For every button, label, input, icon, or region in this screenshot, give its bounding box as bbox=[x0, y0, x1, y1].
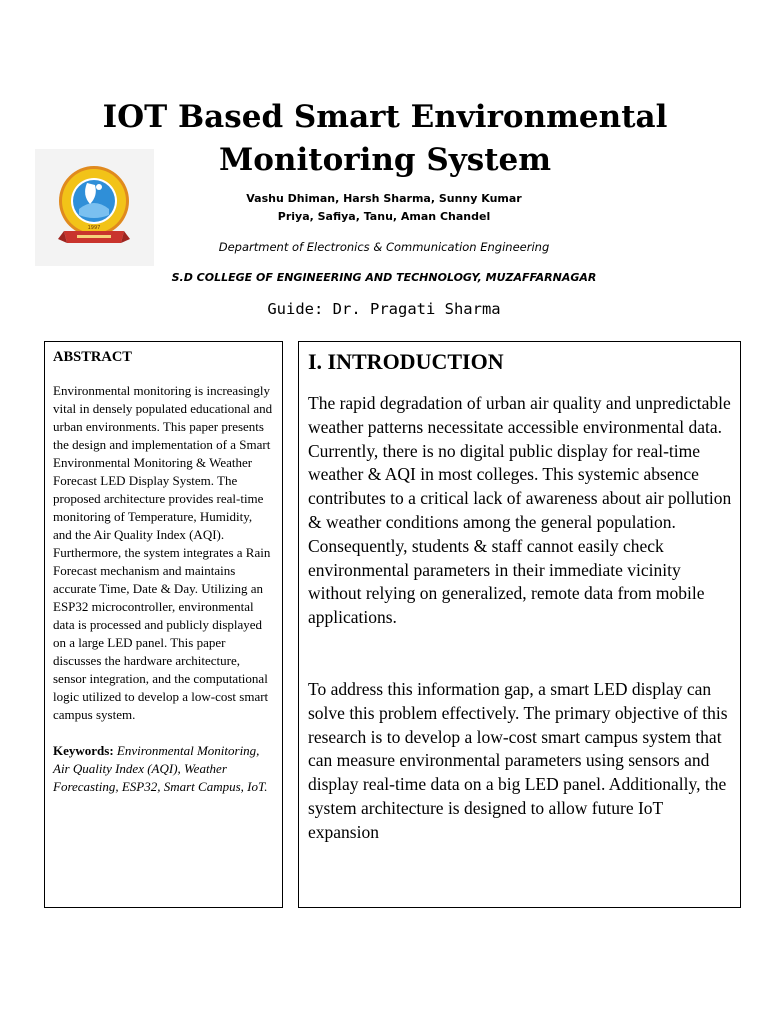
college-name: S.D COLLEGE OF ENGINEERING AND TECHNOLOGY, MUZAFFARNAGAR bbox=[171, 271, 597, 284]
college-emblem-icon bbox=[35, 149, 154, 266]
introduction-paragraph-2: To address this information gap, a smart LED display can solve this problem effectively. The primary objective of this research is to develop a low-cost smart campus system that can measure environmental parameters using sensors and display real-time data on a big LED panel. Additionally, the system architecture is designed to allow future IoT expansion bbox=[308, 678, 728, 842]
keywords bbox=[53, 742, 274, 796]
paper-title bbox=[60, 96, 710, 182]
keywords-label: Keywords: bbox=[53, 743, 114, 758]
introduction-section bbox=[298, 341, 741, 908]
abstract-section bbox=[44, 341, 283, 908]
author-list bbox=[184, 190, 584, 226]
title-line-2: Monitoring System bbox=[218, 142, 552, 178]
logo-year: 1997 bbox=[87, 225, 101, 231]
department: Department of Electronics & Communication Engineering bbox=[218, 240, 550, 254]
introduction-heading: I. INTRODUCTION bbox=[308, 349, 504, 374]
abstract-body: Environmental monitoring is increasingly vital in densely populated educational and urban environments. This paper presents the design and implementation of a Smart Environmental Monitoring & Weather Forecast LED Display System. The proposed architecture provides real-time monitoring of Temperature, Humidity, and the Air Quality Index (AQI). Furthermore, the system integrates a Rain Forecast mechanism and maintains accurate Time, Date & Day. Utilizing an ESP32 microcontroller, environmental data is processed and publicly displayed on a large LED panel. This paper discusses the hardware architecture, sensor integration, and the computational logic utilized to develop a low-cost smart campus system. bbox=[53, 383, 273, 722]
keywords-text: Environmental Monitoring, Air Quality Index (AQI), Weather Forecasting, ESP32, Smart Campus, IoT. bbox=[53, 743, 268, 794]
college-logo bbox=[35, 149, 154, 266]
abstract-heading: ABSTRACT bbox=[53, 349, 132, 365]
title-line-1: IOT Based Smart Environmental bbox=[102, 99, 668, 135]
guide-name: Guide: Dr. Pragati Sharma bbox=[267, 300, 501, 318]
authors-line-1: Vashu Dhiman, Harsh Sharma, Sunny Kumar bbox=[246, 192, 522, 205]
introduction-paragraph-1: The rapid degradation of urban air quality and unpredictable weather patterns necessitate accessible environmental data. Currently, there is no digital public display for real-time weather & AQI in most colleges. This systemic absence contributes to a critical lack of awareness about air pollution & weather conditions among the general population. Consequently, students & staff cannot easily check environmental parameters in their immediate vicinity without relying on generalized, remote data from mobile applications. bbox=[308, 393, 732, 628]
authors-line-2: Priya, Safiya, Tanu, Aman Chandel bbox=[277, 210, 491, 223]
